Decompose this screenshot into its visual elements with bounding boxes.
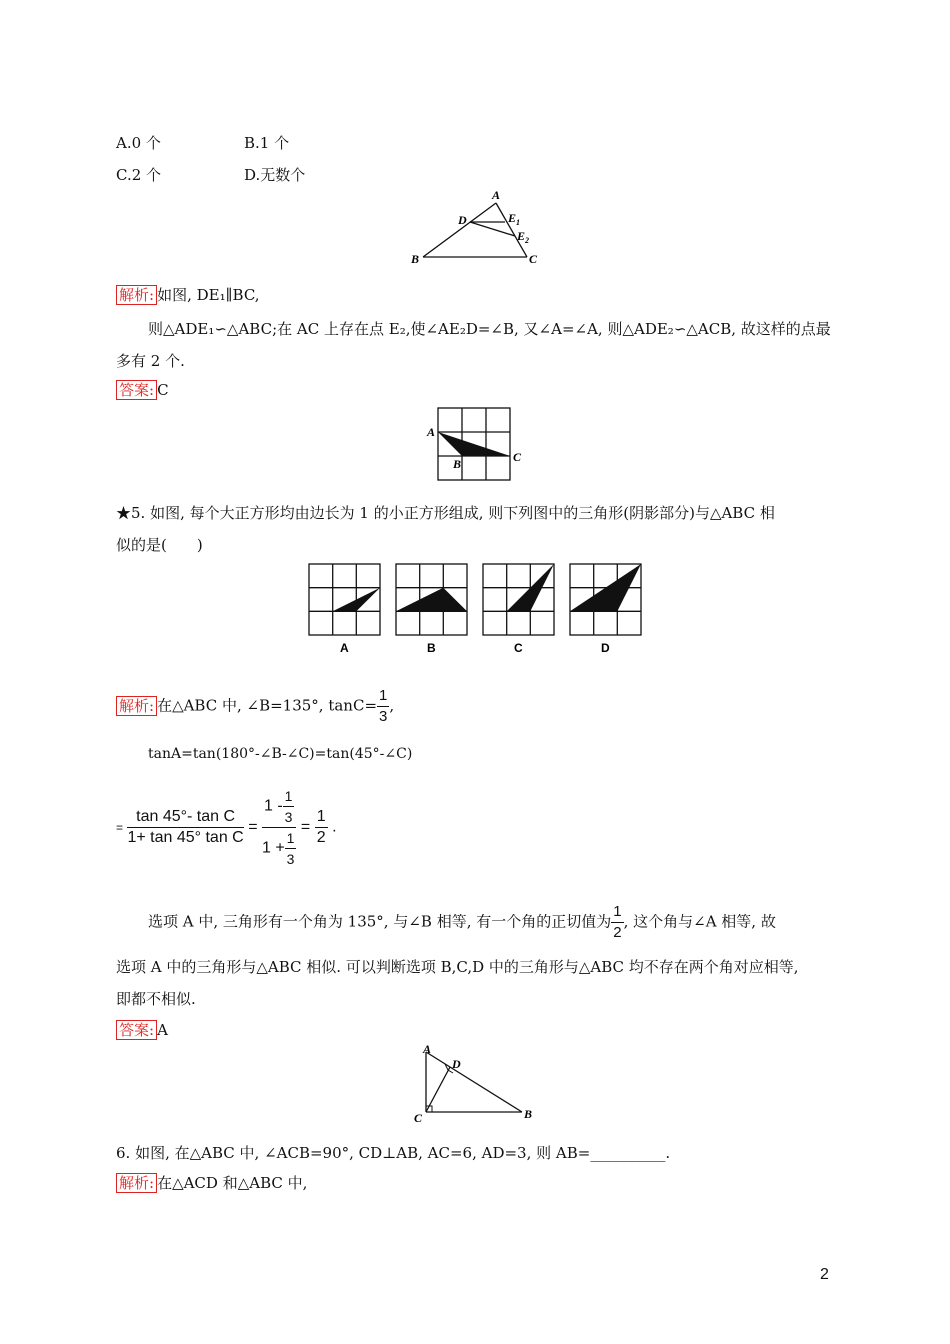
page-number: 2 [820,1266,829,1283]
q5-choice-grids [305,560,645,658]
grid-label-B: B [453,457,462,471]
label-C: C [414,1111,423,1124]
q4-analysis-line2: 则△ADE₁∽△ABC;在 AC 上存在点 E₂,使∠AE₂D=∠B, 又∠A=∠A, 则△ADE₂∽△ACB, 故这样的点最 [148,320,831,338]
q5-answer: 答案: A [116,1020,168,1040]
label-E2: E [517,229,526,243]
q5-equation: = $\frac{\text{tan 45°- tan C}}{\text{1+ tan 45° tan C}}$ = 1 - $\frac{1}{3}$ 1 + $\frac{1}{3}$ = $\frac{1}{2}$ . [116,788,337,867]
answer-tag: 答案: [116,1020,157,1040]
choice-label-d: D [601,641,610,655]
q4-triangle-figure [405,186,545,268]
label-C: C [529,252,538,266]
fraction-one-half: $\frac{1}{2}$ [613,903,622,941]
q6-stem: 6. 如图, 在△ABC 中, ∠ACB=90°, CD⊥AB, AC=6, AD=3, 则 AB=__________. [116,1144,671,1162]
analysis-tag: 解析: [116,1173,157,1193]
option-d: D.无数个 [244,166,306,184]
label-E2-sub: 2 [525,236,529,245]
q5-abc-grid [424,404,534,484]
q4-analysis-line3: 多有 2 个. [116,352,185,370]
label-B: B [411,252,420,266]
grid-label-A: A [427,425,436,439]
choice-b-triangle [396,588,467,612]
label-E1-sub: 1 [516,218,520,227]
q5-analysis-line5: 即都不相似. [116,990,196,1008]
q5-analysis-line1: 解析: 在△ABC 中, ∠B=135°, tanC= $\frac{1}{3}$ , [116,686,394,727]
q6-analysis-line1: 解析: 在△ACD 和△ABC 中, [116,1172,307,1193]
q5-stem-line1: ★5. 如图, 每个大正方形均由边长为 1 的小正方形组成, 则下列图中的三角形(阴影部分)与△ABC 相 [116,504,775,522]
analysis-tag: 解析: [116,285,157,305]
answer-blank: __________ [590,1144,666,1162]
q4-analysis-line1: 解析: 如图, DE₁∥BC, [116,284,260,305]
label-D: D [458,213,467,227]
fraction-one-third: $\frac{1}{3}$ [379,687,388,725]
label-A: A [492,188,501,202]
option-c: C.2 个 [116,166,162,184]
choice-label-b: B [427,641,436,655]
choice-label-c: C [514,641,523,655]
q5-analysis-line2: tanA=tan(180°-∠B-∠C)=tan(45°-∠C) [148,746,413,762]
q6-triangle-figure [410,1042,540,1124]
label-B: B [524,1107,533,1121]
label-A: A [423,1042,432,1056]
option-a: A.0 个 [116,134,161,152]
label-D: D [452,1057,461,1071]
q5-stem-line2: 似的是( ) [116,536,203,554]
choice-label-a: A [340,641,349,655]
q5-analysis-line4: 选项 A 中的三角形与△ABC 相似. 可以判断选项 B,C,D 中的三角形与△ABC 均不存在两个角对应相等, [116,958,799,976]
answer-tag: 答案: [116,380,157,400]
compound-fraction: 1 - $\frac{1}{3}$ 1 + $\frac{1}{3}$ [261,788,295,867]
q5-analysis-line3: 选项 A 中, 三角形有一个角为 135°, 与∠B 相等, 有一个角的正切值为 $\frac{1}{2}$ , 这个角与∠A 相等, 故 [148,903,776,941]
analysis-tag: 解析: [116,696,157,716]
option-b: B.1 个 [244,134,290,152]
grid-label-C: C [513,450,522,464]
label-E1: E [508,211,517,225]
q4-answer: 答案: C [116,380,169,400]
